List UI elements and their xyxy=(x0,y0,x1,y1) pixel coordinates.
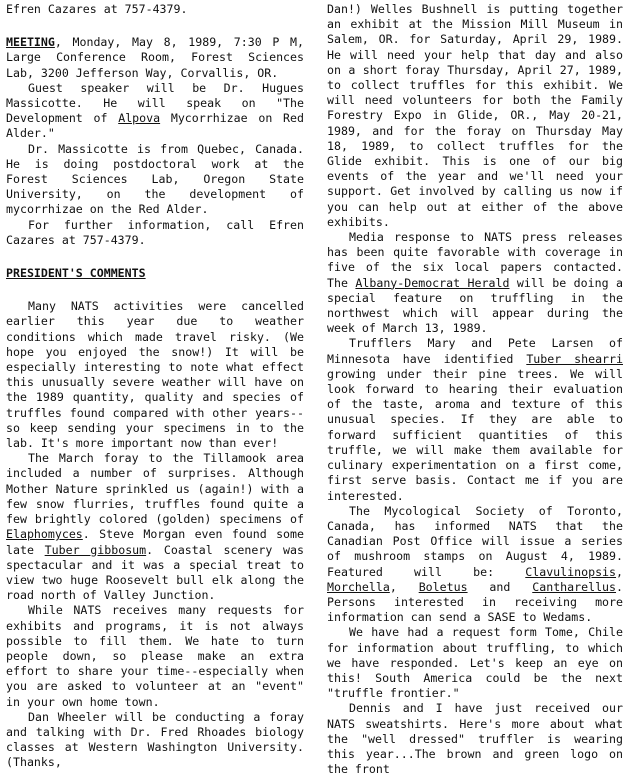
myco-morchella: Morchella xyxy=(327,579,390,594)
meeting-label: MEETING xyxy=(6,35,55,50)
right-column xyxy=(327,2,623,777)
media-newspaper: Albany-Democrat Herald xyxy=(355,275,510,290)
myco-text-2: . Persons interested in receiving more information can send a SASE to Wedams. xyxy=(327,579,623,625)
contact-line: Efren Cazares at 757-4379. xyxy=(6,2,188,16)
myco-clavulinopsis: Clavulinopsis xyxy=(525,564,617,579)
larsen-text-2: growing under their pine trees. We will look forward to hearing their evaluation of the taste, aroma and texture of this unusual species. If they are able to forward sufficient quantities of this truffle, we will make them available for culinary experimentation on a first come, first serve basis. Contact me if you are interested. xyxy=(327,366,623,503)
left-column xyxy=(6,2,304,771)
meeting-details: , Monday, May 8, 1989, 7:30 P M, Large Conference Room, Forest Sciences Lab, 3200 Jefferson Way, Corvallis, OR. xyxy=(6,35,304,80)
larsen-text-1: Trufflers Mary and Pete Larsen of Minnesota have identified xyxy=(327,336,623,366)
myco-boletus: Boletus xyxy=(418,579,468,594)
foray-elaphomyces: Elaphomyces xyxy=(6,527,83,542)
activities-paragraph: Many NATS activities were cancelled earlier this year due to weather conditions which made travel risky. (We hope you enjoyed the snow!) It will be especially interesting to note what effect this unusually severe weather will have on the 1989 quantity, quality and species of truffles found compared with other years--so keep sending your specimens in to the lab. It's more important now than ever! xyxy=(6,299,304,451)
media-paragraph xyxy=(327,230,623,336)
bushnell-paragraph: Dan!) Welles Bushnell is putting together an exhibit at the Mission Mill Museum in Salem, OR. for Saturday, April 29, 1989. He will need your help that day and also on a short foray Thursday, April 27, 1989, to collect truffles for this exhibit. We will need volunteers for both the Family Forestry Expo in Glide, OR., May 20-21, 1989, and for the foray on Thursday May 18, 1989, to collect truffles for the Glide exhibit. This is one of our big events of the year and we'll need your support. Get involved by calling us now if you can help out at either of the above exhibits. xyxy=(327,2,623,229)
guest-speaker-paragraph xyxy=(6,81,304,142)
wheeler-paragraph: Dan Wheeler will be conducting a foray and talking with Dr. Fred Rhoades biology classes at Western Washington University. (Thanks, xyxy=(6,709,304,770)
larsen-tuber: Tuber shearri xyxy=(526,351,623,366)
requests-paragraph: While NATS receives many requests for exhibits and programs, it is not always possible to fill them. We hate to turn people down, so please make an extra effort to share your time--especially when you are asked to volunteer at an "event" in your own home town. xyxy=(6,603,304,709)
larsen-paragraph xyxy=(327,336,623,503)
speaker-bio-paragraph: Dr. Massicotte is from Quebec, Canada. He is doing postdoctoral work at the Forest Sciences Lab, Oregon State University, on the development of mycorrhizae on the Red Alder. xyxy=(6,141,304,217)
foray-paragraph xyxy=(6,451,304,603)
myco-sep-1: , xyxy=(616,564,623,579)
myco-text-1: The Mycological Society of Toronto, Canada, has informed NATS that the Canadian Post Office will issue a series of mushroom stamps on August 4, 1989. Featured will be: xyxy=(327,503,623,579)
foray-text-3: . Coastal scenery was spectacular and it was a special treat to view two huge Roosevelt bull elk along the road north of Valley Junction. xyxy=(6,542,304,603)
presidents-comments-heading: PRESIDENT'S COMMENTS xyxy=(6,266,146,281)
guest-alpova: Alpova xyxy=(118,111,161,126)
foray-text-2: . Steve Morgan even found some late xyxy=(6,527,304,557)
sweatshirt-paragraph: Dennis and I have just received our NATS sweatshirts. Here's more about what the "well dressed" truffler is wearing this year...The brown and green logo on the front xyxy=(327,701,623,777)
meeting-notice xyxy=(6,35,304,81)
foray-text-1: The March foray to the Tillamook area included a number of surprises. Although Mother Nature sprinkled us (again!) with a few snow flurries, truffles found quite a few brightly colored (golden) specimens of xyxy=(6,451,304,527)
guest-text-2: Mycorrhizae on Red Alder." xyxy=(6,111,304,141)
myco-sep-2: , xyxy=(389,579,419,594)
foray-tuber: Tuber gibbosum xyxy=(44,542,147,557)
guest-text-1: Guest speaker will be Dr. Hugues Massicotte. He will speak on "The Development of xyxy=(6,80,304,126)
media-text-1: Media response to NATS press releases has been quite favorable with coverage in five of the six local papers contacted. The xyxy=(327,230,623,290)
myco-and: and xyxy=(467,579,533,594)
chile-paragraph: We have had a request form Tome, Chile for information about truffling, to which we have responded. Let's keep an eye on this! South America could be the next "truffle frontier." xyxy=(327,625,623,701)
mycological-paragraph xyxy=(327,504,623,626)
further-info-paragraph: For further information, call Efren Cazares at 757-4379. xyxy=(6,217,304,247)
media-text-2: will be doing a special feature on truffling in the northwest which will appear during the week of March 13, 1989. xyxy=(327,275,624,336)
myco-cantharellus: Cantharellus xyxy=(532,579,617,594)
